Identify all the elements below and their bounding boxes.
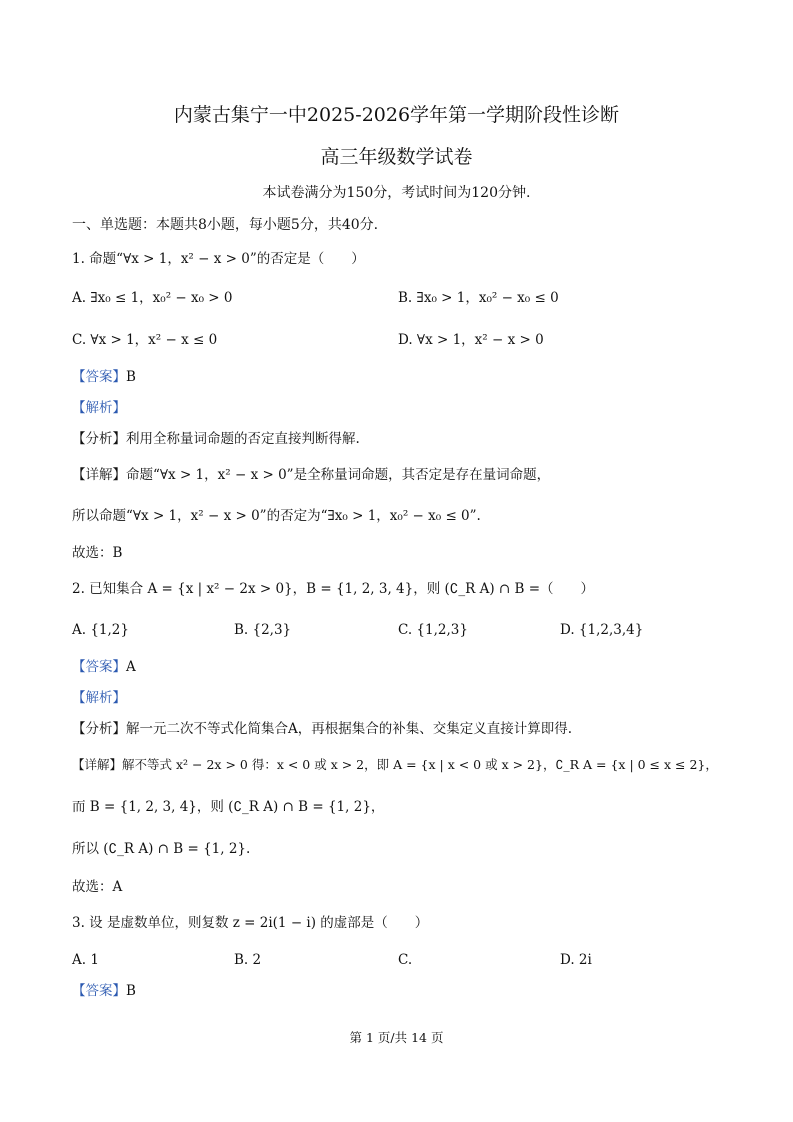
fenxi-text: 利用全称量词命题的否定直接判断得解. — [126, 431, 360, 447]
q3-option-a: A. 1 — [72, 952, 99, 968]
q2-fenxi — [72, 720, 572, 738]
q1-choose: 故选：B — [72, 545, 123, 561]
detail-text: 命题“∀x > 1，x² − x > 0”是全称量词命题，其否定是存在量词命题， — [126, 467, 551, 483]
q1-stem: 1. 命题“∀x > 1，x² − x > 0”的否定是（ ） — [72, 251, 365, 267]
q1-option-b: B. ∃x₀ > 1，x₀² − x₀ ≤ 0 — [398, 290, 559, 306]
q1-detail-line2: 所以命题“∀x > 1，x² − x > 0”的否定为“∃x₀ > 1，x₀² − x₀ ≤ 0”. — [72, 508, 481, 524]
page-footer: 第 1 页/共 14 页 — [349, 1030, 444, 1045]
q2-analysis-tag: 【解析】 — [72, 690, 126, 706]
answer-value: A — [126, 659, 136, 675]
fenxi-tag: 【分析】 — [72, 721, 126, 737]
q1-option-d: D. ∀x > 1，x² − x > 0 — [398, 332, 544, 348]
exam-note: 本试卷满分为150分，考试时间为120分钟. — [262, 185, 531, 201]
q3-stem: 3. 设 是虚数单位，则复数 z = 2i(1 − i) 的虚部是（ ） — [72, 915, 429, 931]
answer-tag: 【答案】 — [72, 369, 126, 385]
detail-tag: 【详解】 — [72, 757, 123, 772]
exam-title: 高三年级数学试卷 — [320, 146, 473, 168]
fenxi-tag: 【分析】 — [72, 431, 126, 447]
q2-option-c: C. {1,2,3} — [398, 622, 468, 638]
q1-option-a: A. ∃x₀ ≤ 1，x₀² − x₀ > 0 — [72, 290, 233, 306]
q1-answer — [72, 368, 136, 386]
q2-option-a: A. {1,2} — [72, 622, 129, 638]
answer-tag: 【答案】 — [72, 659, 126, 675]
school-title: 内蒙古集宁一中2025-2026学年第一学期阶段性诊断 — [173, 104, 620, 126]
q1-analysis-tag: 【解析】 — [72, 400, 126, 416]
detail-text: 解不等式 x² − 2x > 0 得：x < 0 或 x > 2，即 A = {x | x < 0 或 x > 2}，∁_R A = {x | 0 ≤ x ≤ 2}， — [122, 757, 718, 772]
q2-choose: 故选：A — [72, 879, 123, 895]
detail-tag: 【详解】 — [72, 467, 126, 483]
answer-value: B — [126, 369, 136, 385]
q3-option-d: D. 2i — [560, 952, 592, 968]
answer-value: B — [126, 983, 136, 999]
q1-detail-line1 — [72, 466, 550, 484]
q2-stem: 2. 已知集合 A = {x | x² − 2x > 0}，B = {1, 2, 3, 4}，则 (∁_R A) ∩ B =（ ） — [72, 581, 595, 597]
answer-tag: 【答案】 — [72, 983, 126, 999]
q3-option-c: C. — [398, 952, 413, 968]
q2-detail-line1 — [72, 756, 718, 774]
q3-answer — [72, 982, 136, 1000]
q2-detail-line2: 而 B = {1, 2, 3, 4}，则 (∁_R A) ∩ B = {1, 2}， — [72, 799, 385, 815]
q2-option-d: D. {1,2,3,4} — [560, 622, 644, 638]
section-heading: 一、单选题：本题共8小题，每小题5分，共40分. — [72, 217, 379, 233]
q2-option-b: B. {2,3} — [234, 622, 292, 638]
q1-option-c: C. ∀x > 1，x² − x ≤ 0 — [72, 332, 218, 348]
q2-answer — [72, 658, 136, 676]
q3-option-b: B. 2 — [234, 952, 262, 968]
q2-detail-line3: 所以 (∁_R A) ∩ B = {1, 2}. — [72, 841, 251, 857]
q1-fenxi — [72, 430, 360, 448]
fenxi-text: 解一元二次不等式化简集合A，再根据集合的补集、交集定义直接计算即得. — [126, 721, 573, 737]
